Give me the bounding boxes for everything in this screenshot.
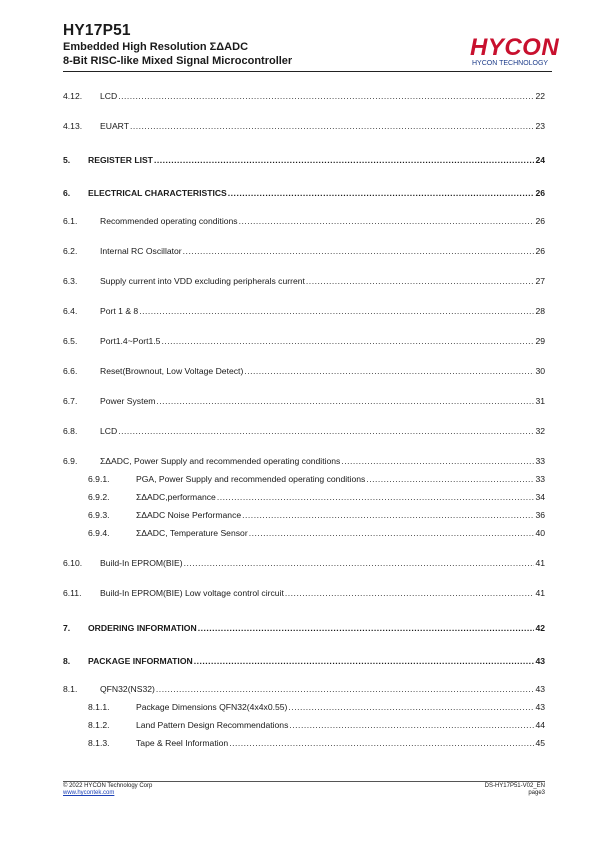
toc-entry-title: LCD — [100, 91, 118, 101]
toc-entry-page: 26 — [535, 246, 545, 256]
toc-entry[interactable] — [63, 683, 545, 695]
toc-entry-number: 6.9.3. — [88, 510, 110, 520]
toc-entry-title: REGISTER LIST — [88, 155, 153, 165]
toc-dot-leader — [244, 365, 534, 377]
toc-entry[interactable] — [63, 473, 545, 485]
toc-dot-leader — [183, 245, 535, 257]
toc-entry[interactable] — [63, 335, 545, 347]
toc-entry[interactable] — [63, 154, 545, 166]
toc-dot-leader — [366, 473, 534, 485]
toc-dot-leader — [288, 701, 534, 713]
document-subtitle-2: 8-Bit RISC-like Mixed Signal Microcontroller — [63, 55, 293, 67]
toc-entry-page: 33 — [535, 456, 545, 466]
toc-entry-page: 43 — [535, 656, 545, 666]
toc-dot-leader — [306, 275, 535, 287]
toc-dot-leader — [228, 187, 535, 199]
toc-entry[interactable] — [63, 491, 545, 503]
toc-entry-page: 41 — [535, 558, 545, 568]
toc-entry-page: 28 — [535, 306, 545, 316]
toc-entry[interactable] — [63, 587, 545, 599]
toc-entry-title: Internal RC Oscillator — [100, 246, 182, 256]
toc-dot-leader — [285, 587, 535, 599]
toc-entry-page: 23 — [535, 121, 545, 131]
toc-entry[interactable] — [63, 655, 545, 667]
toc-entry-page: 26 — [535, 188, 545, 198]
toc-entry-page: 40 — [535, 528, 545, 538]
toc-entry-number: 6.3. — [63, 276, 78, 286]
toc-entry-page: 43 — [535, 684, 545, 694]
toc-entry[interactable] — [63, 701, 545, 713]
toc-entry-title: ΣΔADC,performance — [136, 492, 216, 502]
toc-entry-number: 6.11. — [63, 588, 82, 598]
footer-website-link[interactable]: www.hycontek.com — [63, 790, 115, 796]
toc-entry-title: ELECTRICAL CHARACTERISTICS — [88, 188, 227, 198]
toc-entry-title: QFN32(NS32) — [100, 684, 155, 694]
toc-entry-page: 31 — [535, 396, 545, 406]
toc-entry[interactable] — [63, 395, 545, 407]
toc-entry-number: 6.9.4. — [88, 528, 110, 538]
footer-doc-id: DS-HY17P51-V02_EN — [484, 783, 545, 789]
toc-entry[interactable] — [63, 425, 545, 437]
toc-entry-title: PGA, Power Supply and recommended operating conditions — [136, 474, 366, 484]
toc-entry-page: 42 — [535, 623, 545, 633]
toc-entry-title: LCD — [100, 426, 118, 436]
toc-entry-title: Tape & Reel Information — [136, 738, 229, 748]
toc-entry-title: PACKAGE INFORMATION — [88, 656, 193, 666]
toc-entry[interactable] — [63, 245, 545, 257]
toc-dot-leader — [194, 655, 535, 667]
toc-dot-leader — [249, 527, 535, 539]
toc-entry[interactable] — [63, 305, 545, 317]
toc-entry-number: 5. — [63, 155, 71, 165]
toc-entry-number: 6.1. — [63, 216, 78, 226]
toc-dot-leader — [242, 509, 534, 521]
toc-entry-number: 6.9. — [63, 456, 78, 466]
toc-entry-number: 8.1.1. — [88, 702, 110, 712]
toc-entry-title: Supply current into VDD excluding peripherals current — [100, 276, 305, 286]
toc-entry[interactable] — [63, 275, 545, 287]
toc-entry[interactable] — [63, 509, 545, 521]
toc-entry[interactable] — [63, 187, 545, 199]
toc-entry-number: 4.12. — [63, 91, 83, 101]
toc-entry[interactable] — [63, 365, 545, 377]
header-divider — [63, 71, 552, 72]
toc-entry-page: 34 — [535, 492, 545, 502]
toc-entry-title: Build-In EPROM(BIE) — [100, 558, 183, 568]
toc-entry-title: Build-In EPROM(BIE) Low voltage control circuit — [100, 588, 284, 598]
logo-subtext: HYCON TECHNOLOGY — [472, 60, 549, 67]
toc-dot-leader — [341, 455, 534, 467]
toc-entry[interactable] — [63, 557, 545, 569]
toc-entry-title: Port 1 & 8 — [100, 306, 139, 316]
toc-entry-title: EUART — [100, 121, 129, 131]
toc-entry-page: 32 — [535, 426, 545, 436]
toc-entry-number: 7. — [63, 623, 71, 633]
toc-entry-page: 22 — [535, 91, 545, 101]
toc-entry[interactable] — [63, 737, 545, 749]
toc-entry-page: 33 — [535, 474, 545, 484]
toc-entry-page: 24 — [535, 155, 545, 165]
toc-entry[interactable] — [63, 527, 545, 539]
toc-entry-title: ΣΔADC Noise Performance — [136, 510, 242, 520]
toc-entry-number: 6.6. — [63, 366, 78, 376]
toc-entry-title: Reset(Brownout, Low Voltage Detect) — [100, 366, 244, 376]
toc-entry-page: 43 — [535, 702, 545, 712]
footer-copyright: © 2022 HYCON Technology Corp — [63, 783, 153, 789]
toc-dot-leader — [161, 335, 534, 347]
toc-entry-number: 8.1.3. — [88, 738, 110, 748]
toc-entry-title: Land Pattern Design Recommendations — [136, 720, 289, 730]
toc-dot-leader — [130, 120, 534, 132]
toc-entry-page: 44 — [535, 720, 545, 730]
toc-entry-number: 4.13. — [63, 121, 83, 131]
toc-dot-leader — [139, 305, 534, 317]
toc-entry-number: 6.4. — [63, 306, 78, 316]
toc-dot-leader — [239, 215, 535, 227]
toc-entry-page: 26 — [535, 216, 545, 226]
toc-entry-number: 8.1. — [63, 684, 78, 694]
toc-entry-number: 6.7. — [63, 396, 78, 406]
toc-dot-leader — [154, 154, 535, 166]
toc-entry-number: 8.1.2. — [88, 720, 110, 730]
toc-entry-number: 6.8. — [63, 426, 78, 436]
toc-entry[interactable] — [63, 120, 545, 132]
toc-entry-number: 6.2. — [63, 246, 78, 256]
toc-dot-leader — [289, 719, 534, 731]
toc-dot-leader — [217, 491, 535, 503]
toc-dot-leader — [229, 737, 534, 749]
toc-entry-title: Package Dimensions QFN32(4x4x0.55) — [136, 702, 288, 712]
toc-dot-leader — [156, 683, 535, 695]
toc-entry-number: 6. — [63, 188, 71, 198]
toc-entry[interactable] — [63, 455, 545, 467]
toc-entry-title: Port1.4~Port1.5 — [100, 336, 161, 346]
document-subtitle-1: Embedded High Resolution ΣΔADC — [63, 41, 249, 53]
toc-entry-title: ORDERING INFORMATION — [88, 623, 197, 633]
toc-dot-leader — [156, 395, 534, 407]
toc-entry[interactable] — [63, 90, 545, 102]
toc-entry-number: 6.10. — [63, 558, 83, 568]
toc-entry-number: 6.5. — [63, 336, 78, 346]
toc-entry[interactable] — [63, 215, 545, 227]
toc-entry-title: ΣΔADC, Temperature Sensor — [136, 528, 248, 538]
toc-entry-title: Power System — [100, 396, 156, 406]
footer-page-number: page3 — [528, 790, 545, 796]
toc-entry-page: 41 — [535, 588, 545, 598]
toc-entry-page: 30 — [535, 366, 545, 376]
toc-dot-leader — [184, 557, 535, 569]
toc-entry-page: 36 — [535, 510, 545, 520]
footer-divider — [63, 781, 545, 782]
toc-entry-number: 6.9.2. — [88, 492, 110, 502]
logo-wordmark: HYCON — [470, 34, 560, 61]
toc-entry[interactable] — [63, 622, 545, 634]
toc-entry-number: 6.9.1. — [88, 474, 110, 484]
toc-entry-title: Recommended operating conditions — [100, 216, 238, 226]
toc-entry[interactable] — [63, 719, 545, 731]
toc-dot-leader — [118, 90, 534, 102]
document-title: HY17P51 — [63, 22, 131, 39]
hycon-logo — [470, 34, 560, 72]
toc-entry-page: 45 — [535, 738, 545, 748]
toc-dot-leader — [118, 425, 534, 437]
toc-dot-leader — [198, 622, 535, 634]
toc-entry-page: 27 — [535, 276, 545, 286]
toc-entry-title: ΣΔADC, Power Supply and recommended operating conditions — [100, 456, 341, 466]
toc-entry-page: 29 — [535, 336, 545, 346]
toc-entry-number: 8. — [63, 656, 71, 666]
